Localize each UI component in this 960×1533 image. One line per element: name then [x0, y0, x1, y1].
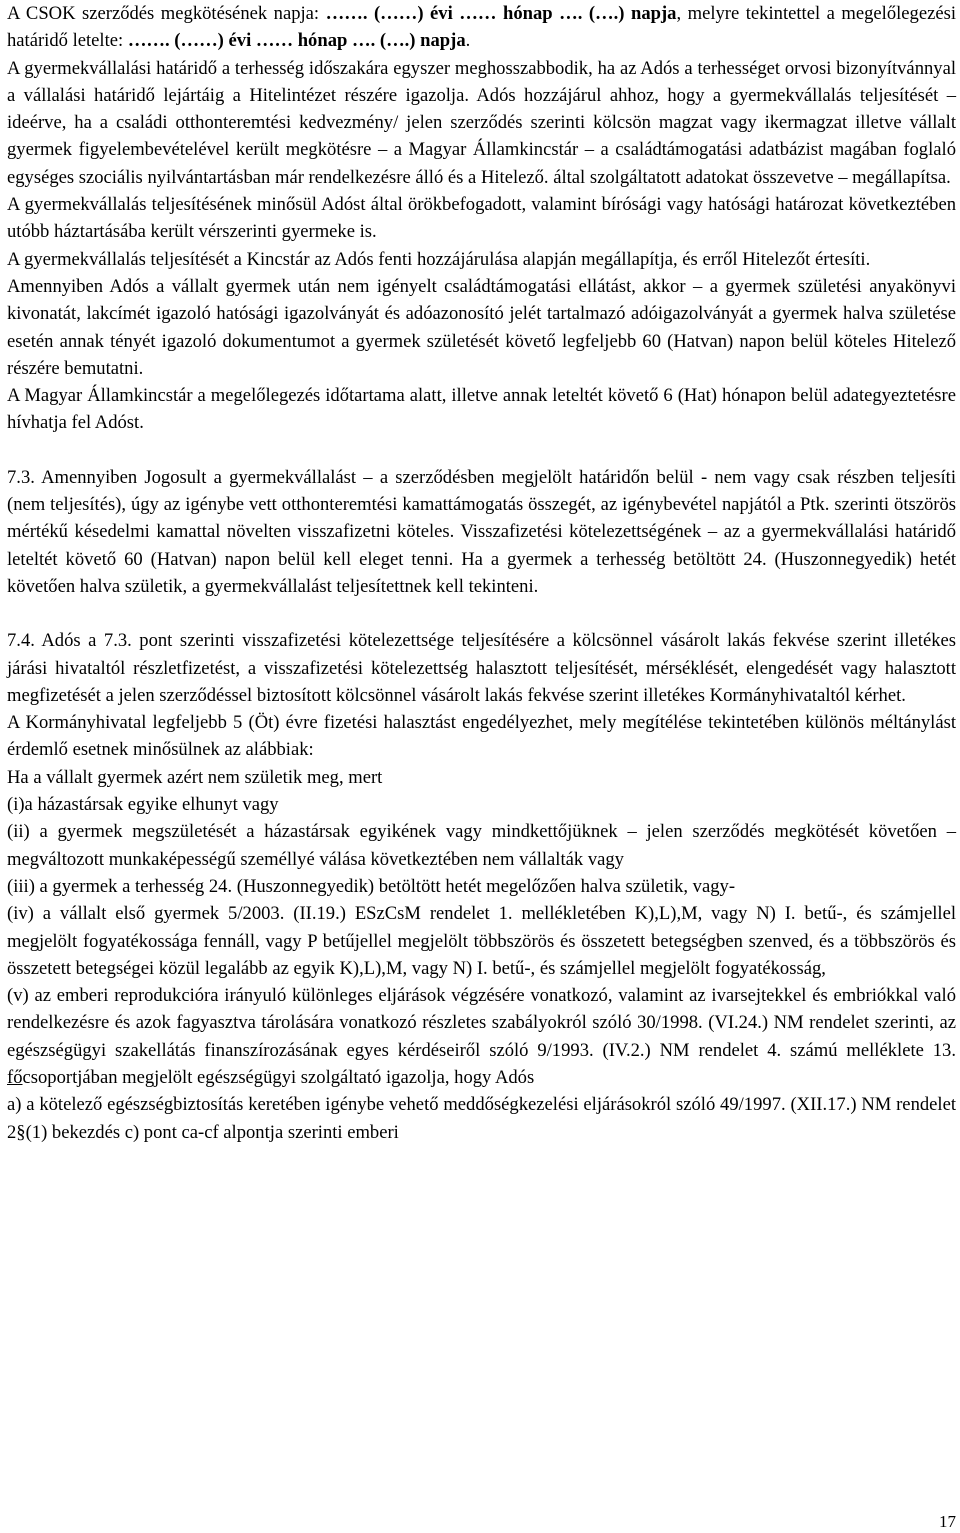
deadline-date-blank: ……. (……) évi …… hónap …. (….) napja	[127, 30, 466, 52]
csok-date-blank: ……. (……) évi …… hónap …. (….) napja	[325, 3, 677, 24]
section-7-4: 7.4. Adós a 7.3. pont szerinti visszafizetési kötelezettsége teljesítésére a kölcsönnel vásárolt lakás fekvése szerint illetékes járási hivataltól részletfizetést, a visszafizetési kötelezettség halasztott teljesítését, mérséklését, elengedését vagy halasztott megfizetését a jelen szerződéssel biztosított kölcsönnel vásárolt lakás fekvése szerint illetékes Kormányhivataltól kérhet.	[7, 630, 956, 706]
list-item-v-tail: csoportjában megjelölt egészségügyi szolgáltató igazolja, hogy Adós	[22, 1066, 535, 1088]
paragraph-documents: Amennyiben Adós a vállalt gyermek után nem igényelt családtámogatási ellátást, akkor – a gyermek születési anyakönyvi kivonatát, lakcímét igazoló hatósági igazolványát és adóazonosító jelét tartalmazó adóigazolványát a gyermek halva születése esetén annak tényét igazoló dokumentumot a gyermek születését követő legfeljebb 60 (Hatvan) napon belül köteles Hitelező részére bemutatni.	[7, 275, 956, 379]
document-page	[7, 0, 956, 1146]
paragraph-treasury-notice: A gyermekvállalás teljesítését a Kincstár az Adós fenti hozzájárulása alapján megállapítja, és erről Hitelezőt értesíti.	[7, 248, 871, 270]
underlined-fo: fő	[7, 1066, 23, 1088]
period: .	[465, 30, 471, 52]
list-item-iv: (iv) a vállalt első gyermek 5/2003. (II.19.) ESzCsM rendelet 1. mellékletében K),L),M, vagy N) I. betű-, és számjellel megjelölt fogyatékossága fennáll, vagy P betűjellel megjelölt többszörös és összetett betegségben szenved, és a többszörös és összetett betegségei közül legalább az egyik K),L),M, vagy N) I. betű-, és számjellel megjelölt fogyatékosság,	[7, 903, 956, 979]
deadline-intro: , melyre tekintettel a megelőlegezési határidő letelte:	[7, 3, 956, 52]
list-item-iii: (iii) a gyermek a terhesség 24. (Huszonnegyedik) betöltött hetét megelőzően halva születik, vagy-	[7, 875, 736, 897]
paragraph-pregnancy-extension: A gyermekvállalási határidő a terhesség időszakára egyszer meghosszabbodik, ha az Adós a terhességet orvosi bizonyítvánnyal a vállalási határidő lejártáig a Hitelintézet részére igazolja. Adós hozzájárul ahhoz, hogy a gyermekvállalás teljesítését – ideérve, ha a családi otthonteremtési kedvezmény/ jelen szerződés szerinti kölcsön magzat vagy ikermagzat illetve vállalt gyermek figyelembevételével került megkötésre – a Magyar Államkincstár – a családtámogatási adatbázist magában foglaló egységes szociális nyilvántartásban már rendelkezésre álló és a Hitelező. által szolgáltatott adatokat összevetve – megállapítsa.	[7, 57, 956, 188]
list-item-ii: (ii) a gyermek megszületését a házastársak egyikének vagy mindkettőjüknek – jelen szerződés megkötését követően – megváltozott munkaképességű személlyé válása következtében nem vállalták vagy	[7, 821, 956, 870]
paragraph-conditions-intro: Ha a vállalt gyermek azért nem születik meg, mert	[7, 766, 383, 788]
list-item-v	[7, 982, 956, 1091]
list-item-v-text: (v) az emberi reprodukcióra irányuló különleges eljárások végzésére vonatkozó, valamint az ivarsejtekkel és embriókkal való rendelkezésre és azok fagyasztva tárolására vonatkozó részletes szabályokról szóló 30/1998. (VI.24.) NM rendelet szerinti, az egészségügyi szakellátás finanszírozásának egyes kérdéseiről szóló 9/1993. (IV.2.) NM rendelet 4. számú melléklete 13.	[7, 985, 956, 1061]
paragraph-adoption: A gyermekvállalás teljesítésének minősül Adóst által örökbefogadott, valamint bírósági vagy hatósági határozat következtében utóbb háztartásába került vérszerinti gyermeke is.	[7, 194, 956, 243]
paragraph-csok-dates	[7, 0, 956, 55]
list-item-i: (i)a házastársak egyike elhunyt vagy	[7, 794, 279, 816]
list-item-a: a) a kötelező egészségbiztosítás keretében igénybe vehető meddőségkezelési eljárásokról szóló 49/1997. (XII.17.) NM rendelet 2§(1) bekezdés c) pont ca-cf alpontja szerinti emberi	[7, 1094, 956, 1143]
paragraph-deferral: A Kormányhivatal legfeljebb 5 (Öt) évre fizetési halasztást engedélyezhet, mely megítélése tekintetében különös méltánylást érdemlő esetnek minősülnek az alábbiak:	[7, 712, 956, 761]
paragraph-data-reconciliation: A Magyar Államkincstár a megelőlegezés időtartama alatt, illetve annak leteltét követő 6 (Hat) hónapon belül adategyeztetésre hívhatja fel Adóst.	[7, 385, 956, 434]
page-number: 17	[939, 1512, 956, 1531]
section-7-3: 7.3. Amennyiben Jogosult a gyermekvállalást – a szerződésben megjelölt határidőn belül - nem vagy csak részben teljesíti (nem teljesítés), úgy az igénybe vett otthonteremtési kamattámogatás összegét, az igénybevétel napjától a Ptk. szerinti ötszörös mértékű késedelmi kamattal növelten visszafizetni köteles. Visszafizetési kötelezettségének – az a gyermekvállalási határidő leteltét követő 60 (Hatvan) napon belül kell eleget tenni. Ha a gyermek a terhesség betöltött 24. (Huszonnegyedik) hetét követően halva születik, a gyermekvállalást teljesítettnek kell tekinteni.	[7, 466, 956, 597]
csok-date-intro: A CSOK szerződés megkötésének napja:	[7, 3, 326, 24]
